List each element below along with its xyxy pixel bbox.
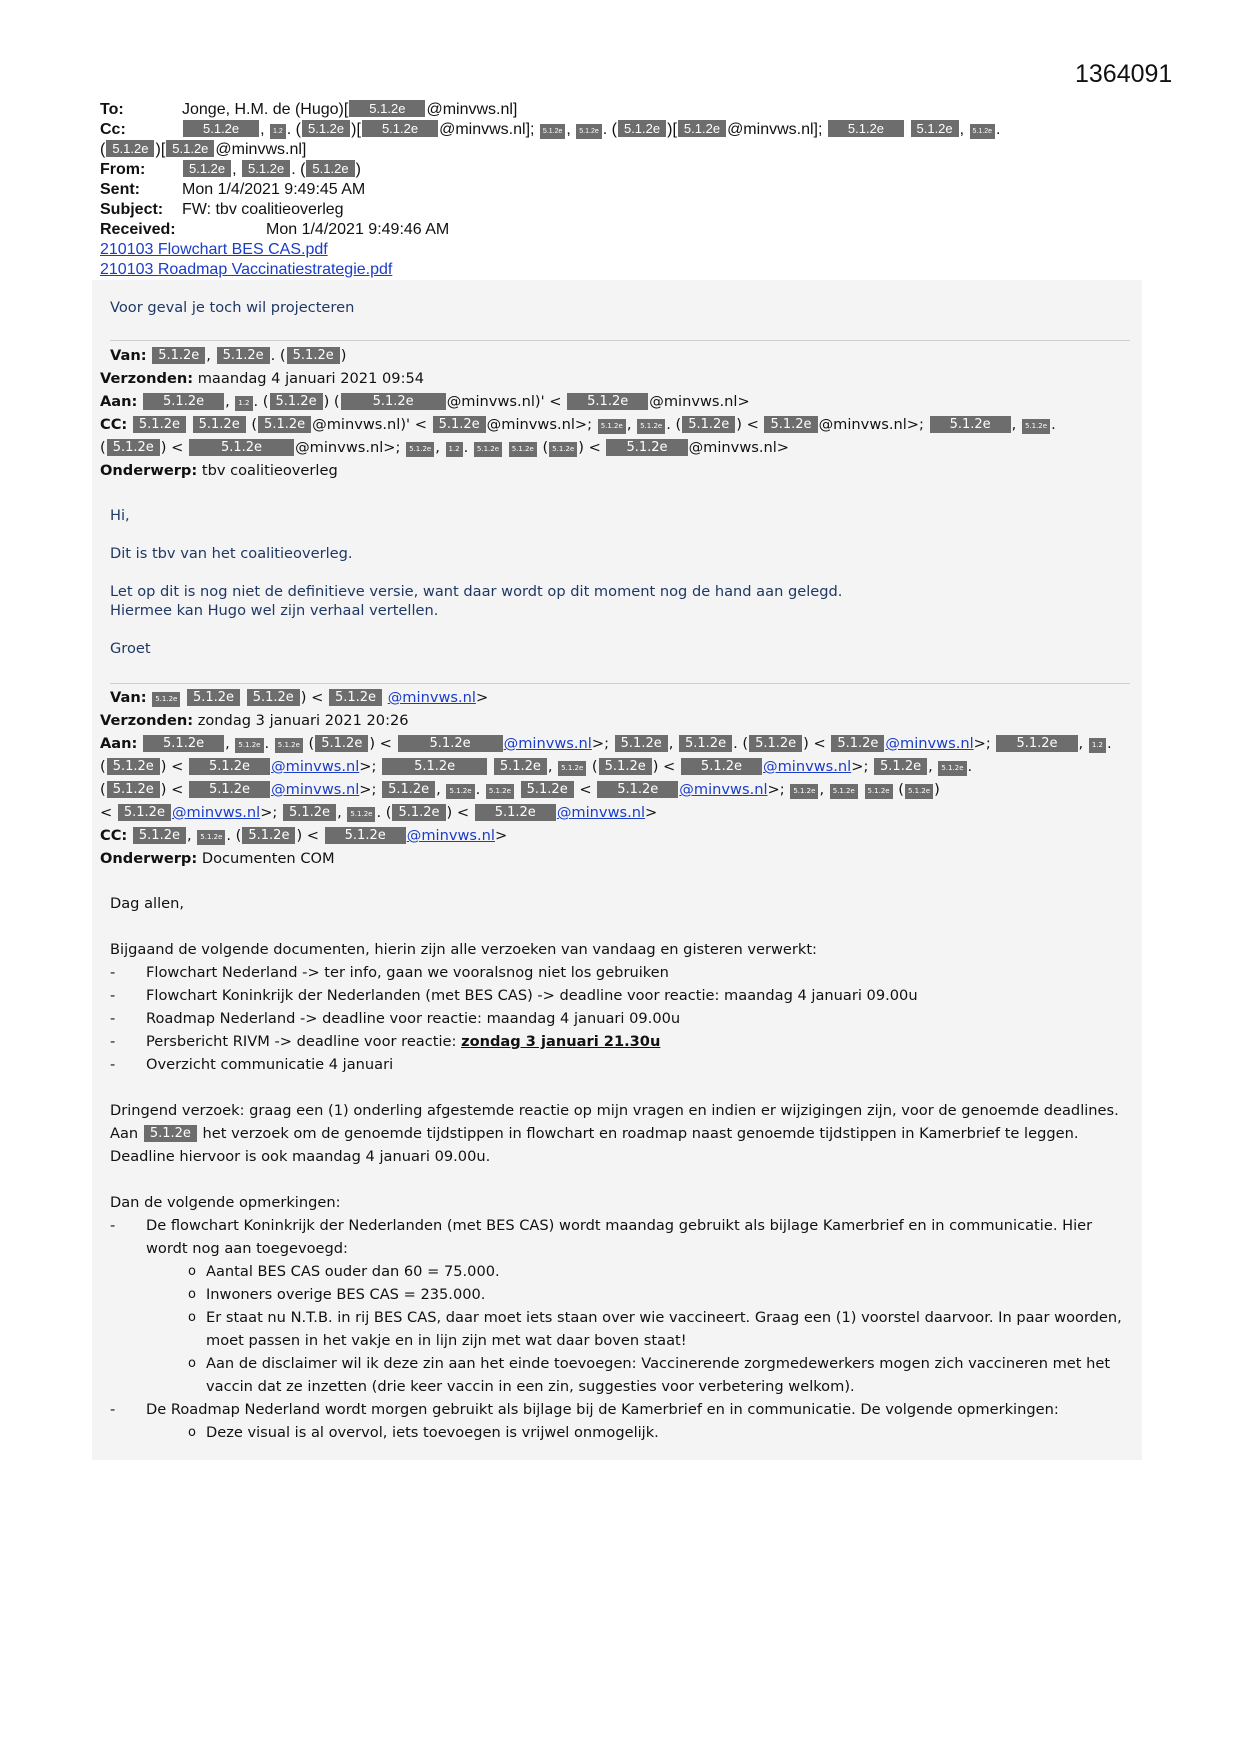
msg2-aan-row-2: ( 5.1.2e ) < 5.1.2e @minvws.nl>; 5.1.2e 5.1.2e , 5.1.2e ( 5.1.2e ) < 5.1.2e @minvws.nl>; 5.1.2e , 5.1.2e . <box>100 758 973 775</box>
redaction: 5.1.2e <box>615 735 668 752</box>
msg2-cc-row: CC: 5.1.2e , 5.1.2e . ( 5.1.2e ) < 5.1.2e @minvws.nl> <box>100 827 508 844</box>
msg1-header <box>100 344 1140 482</box>
redaction: 5.1.2e <box>682 416 735 433</box>
redaction: 5.1.2e <box>509 442 537 457</box>
document-number: 1364091 <box>1075 60 1173 88</box>
document-list <box>110 961 1130 1076</box>
redaction: 5.1.2e <box>831 735 884 752</box>
redaction: 5.1.2e <box>905 784 933 799</box>
msg2-verzonden-row: Verzonden: zondag 3 januari 2021 20:26 <box>100 712 409 729</box>
redaction: 5.1.2e <box>749 735 802 752</box>
sub-item: o Deze visual is al overvol, iets toevoegen is vrijwel onmogelijk. <box>188 1421 1130 1444</box>
cc-label: Cc: <box>100 121 126 138</box>
redaction: 5.1.2e <box>341 393 446 410</box>
attachment-row <box>100 260 1140 280</box>
sub-item: o Aan de disclaimer wil ik deze zin aan het einde toevoegen: Vaccinerende zorgmedewerkers mogen zich vaccineren met het vaccin dat ze inzetten (drie keer vaccin in een zin, suggesties voor verbetering welkom). <box>188 1352 1130 1398</box>
to-domain: @minvws.nl] <box>426 101 518 118</box>
redaction: 5.1.2e <box>217 347 270 364</box>
email-header <box>100 100 1140 280</box>
redaction: 5.1.2e <box>433 416 486 433</box>
email-link[interactable]: @minvws.nl <box>171 804 261 821</box>
redaction: 5.1.2e <box>306 160 354 177</box>
redaction: 5.1.2e <box>152 347 205 364</box>
sub-list <box>146 1260 1130 1398</box>
redaction: 5.1.2e <box>258 416 311 433</box>
list-item: - Flowchart Nederland -> ter info, gaan we vooralsnog niet los gebruiken <box>110 961 1130 984</box>
redaction: 5.1.2e <box>637 419 665 434</box>
msg1-body <box>110 506 1150 658</box>
redaction: 5.1.2e <box>283 804 336 821</box>
redaction: 5.1.2e <box>325 827 406 844</box>
msg2-body <box>110 892 1130 1444</box>
email-link[interactable]: @minvws.nl <box>885 735 974 752</box>
redaction: 5.1.2e <box>118 804 171 821</box>
redaction: 5.1.2e <box>189 758 270 775</box>
redaction: 5.1.2e <box>679 735 732 752</box>
msg1-verzonden-row: Verzonden: maandag 4 januari 2021 09:54 <box>100 370 425 387</box>
redaction: 5.1.2e <box>567 393 648 410</box>
to-row <box>100 100 1140 120</box>
redaction: 5.1.2e <box>678 120 726 137</box>
msg2-aan-row: Aan: 5.1.2e , 5.1.2e . 5.1.2e ( 5.1.2e ) < 5.1.2e @minvws.nl>; 5.1.2e , 5.1.2e . ( 5.1.2e ) < 5.1.2e @minvws.nl>; 5.1.2e , 1.2 . <box>100 735 1112 752</box>
redaction: 5.1.2e <box>828 120 904 137</box>
intro-text: Voor geval je toch wil projecteren <box>110 299 355 316</box>
list-item: - Persbericht RIVM -> deadline voor reactie: zondag 3 januari 21.30u <box>110 1030 1130 1053</box>
redaction: 5.1.2e <box>865 784 893 799</box>
redaction: 5.1.2e <box>475 804 556 821</box>
redaction: 5.1.2e <box>406 442 434 457</box>
redaction: 5.1.2e <box>1022 419 1050 434</box>
msg1-line: Hi, <box>110 507 130 524</box>
msg1-line: Dit is tbv van het coalitieoverleg. <box>110 545 353 562</box>
redaction: 5.1.2e <box>349 100 425 117</box>
msg1-van-row: Van: 5.1.2e , 5.1.2e . ( 5.1.2e ) <box>110 347 347 364</box>
msg1-cc-row: CC: 5.1.2e 5.1.2e ( 5.1.2e @minvws.nl)' < 5.1.2e @minvws.nl>; 5.1.2e , 5.1.2e . ( 5.1.2e ) < 5.1.2e @minvws.nl>; 5.1.2e , 5.1.2e . <box>100 416 1056 433</box>
redaction: 5.1.2e <box>790 784 818 799</box>
redaction: 5.1.2e <box>183 120 259 137</box>
redaction: 5.1.2e <box>166 140 214 157</box>
separator <box>110 683 1130 684</box>
email-link[interactable]: @minvws.nl <box>503 735 592 752</box>
redaction: 5.1.2e <box>830 784 858 799</box>
redaction: 5.1.2e <box>597 781 678 798</box>
redaction: 5.1.2e <box>189 439 294 456</box>
redaction: 5.1.2e <box>133 416 186 433</box>
received-label: Received: <box>100 221 176 238</box>
redaction: 5.1.2e <box>107 781 160 798</box>
redaction: 5.1.2e <box>362 120 438 137</box>
redaction: 5.1.2e <box>247 689 300 706</box>
list-item: - Roadmap Nederland -> deadline voor reactie: maandag 4 januari 09.00u <box>110 1007 1130 1030</box>
cc-row: Cc: 5.1.2e , 1.2 . ( 5.1.2e )[ 5.1.2e @minvws.nl]; 5.1.2e , 5.1.2e . ( 5.1.2e )[ 5.1.2e @minvws.nl]; 5.1.2e 5.1.2e , 5.1.2e . <box>100 121 1001 138</box>
redaction: 5.1.2e <box>938 761 966 776</box>
cc-row-2: ( 5.1.2e )[ 5.1.2e @minvws.nl] <box>100 141 307 158</box>
greeting: Dag allen, <box>110 895 185 912</box>
redaction: 5.1.2e <box>606 439 687 456</box>
redaction: 5.1.2e <box>107 439 160 456</box>
redaction: 1.2 <box>446 442 463 457</box>
redaction: 5.1.2e <box>315 735 368 752</box>
msg1-line: Groet <box>110 640 151 657</box>
msg2-header <box>100 686 1140 870</box>
email-link[interactable]: @minvws.nl <box>556 804 646 821</box>
msg1-cc-row-2: ( 5.1.2e ) < 5.1.2e @minvws.nl>; 5.1.2e , 1.2 . 5.1.2e 5.1.2e ( 5.1.2e ) < 5.1.2e @minvws.nl> <box>100 439 790 456</box>
sub-item: o Er staat nu N.T.B. in rij BES CAS, daar moet iets staan over wie vaccineert. Graag een (1) voorstel daarvoor. In paar woorden, moet passen in het vakje en in lijn zijn met wat daar boven staat! <box>188 1306 1130 1352</box>
redaction: 5.1.2e <box>618 120 666 137</box>
redaction: 5.1.2e <box>521 781 574 798</box>
redaction: 5.1.2e <box>486 784 514 799</box>
redaction: 5.1.2e <box>599 758 652 775</box>
msg2-aan-row-3: ( 5.1.2e ) < 5.1.2e @minvws.nl>; 5.1.2e , 5.1.2e . 5.1.2e 5.1.2e < 5.1.2e @minvws.nl>; 5.1.2e , 5.1.2e 5.1.2e ( 5.1.2e ) <box>100 781 940 798</box>
redaction: 5.1.2e <box>302 120 350 137</box>
subject-label: Subject: <box>100 201 164 218</box>
redaction: 5.1.2e <box>347 807 375 822</box>
redaction: 5.1.2e <box>392 804 445 821</box>
redaction: 5.1.2e <box>183 160 231 177</box>
redaction: 5.1.2e <box>970 124 995 139</box>
sent-row <box>100 180 1140 200</box>
list-item: - De flowchart Koninkrijk der Nederlanden (met BES CAS) wordt maandag gebruikt als bijlage Kamerbrief en in communicatie. Hier wordt nog aan toegevoegd: o Aantal BES CAS ouder dan 60 = 75.000. o Inwoners overige BES CAS = 235.000. o Er staat nu N.T.B. in rij BES CAS, daar moet iets staan over wie vaccineert. Graag een (1) voorstel daarvoor. In paar woorden, moet passen in het vakje en in lijn zijn met wat daar boven staat! o Aan de disclaimer wil ik deze zin aan het einde toevoegen: Vaccinerende zorgmedewerkers mogen zich vaccineren met het vaccin dat ze inzetten (drie keer vaccin in een zin, suggesties voor verbetering welkom). <box>110 1214 1130 1398</box>
redaction: 5.1.2e <box>152 692 180 707</box>
msg1-aan-row: Aan: 5.1.2e , 1.2 . ( 5.1.2e ) ( 5.1.2e @minvws.nl)' < 5.1.2e @minvws.nl> <box>100 393 750 410</box>
redaction: 5.1.2e <box>189 781 270 798</box>
redaction: 5.1.2e <box>549 442 577 457</box>
cc-domain: @minvws.nl]; <box>439 121 535 138</box>
sub-item: o Aantal BES CAS ouder dan 60 = 75.000. <box>188 1260 1130 1283</box>
to-label: To: <box>100 101 124 118</box>
list-item: - Overzicht communicatie 4 januari <box>110 1053 1130 1076</box>
redaction: 1.2 <box>1089 738 1106 753</box>
redaction: 5.1.2e <box>187 689 240 706</box>
redaction: 5.1.2e <box>398 735 503 752</box>
sent-label: Sent: <box>100 181 140 198</box>
redaction: 5.1.2e <box>242 160 290 177</box>
attachment-row <box>100 240 1140 260</box>
msg1-line: Hiermee kan Hugo wel zijn verhaal vertellen. <box>110 602 439 619</box>
msg1-onderwerp-row: Onderwerp: tbv coalitieoverleg <box>100 462 338 479</box>
redaction: 5.1.2e <box>540 124 565 139</box>
redaction: 5.1.2e <box>558 761 586 776</box>
received-value: Mon 1/4/2021 9:49:46 AM <box>266 221 450 238</box>
cc-domain: @minvws.nl]; <box>727 121 823 138</box>
redaction: 5.1.2e <box>197 830 225 845</box>
redaction: 5.1.2e <box>930 416 1011 433</box>
msg1-line: Let op dit is nog niet de definitieve versie, want daar wordt op dit moment nog de hand aan gelegd. <box>110 583 843 600</box>
cc-domain: @minvws.nl] <box>215 141 307 158</box>
redaction: 5.1.2e <box>275 738 303 753</box>
email-link[interactable]: @minvws.nl <box>387 689 476 706</box>
email-link[interactable]: @minvws.nl <box>406 827 495 844</box>
from-row: From: 5.1.2e , 5.1.2e . ( 5.1.2e ) <box>100 161 361 178</box>
separator <box>110 340 1130 341</box>
redaction: 5.1.2e <box>144 1125 197 1142</box>
redaction: 5.1.2e <box>576 124 601 139</box>
redaction: 5.1.2e <box>681 758 762 775</box>
from-label: From: <box>100 161 146 178</box>
redaction: 5.1.2e <box>494 758 547 775</box>
subject-row <box>100 200 1140 220</box>
redaction: 5.1.2e <box>287 347 340 364</box>
redaction: 5.1.2e <box>996 735 1077 752</box>
email-link[interactable]: @minvws.nl <box>271 758 360 775</box>
remarks-intro: Dan de volgende opmerkingen: <box>110 1194 341 1211</box>
list-item: - Flowchart Koninkrijk der Nederlanden (met BES CAS) -> deadline voor reactie: maandag 4 januari 09.00u <box>110 984 1130 1007</box>
received-row <box>100 220 1140 240</box>
attachment-link[interactable]: 210103 Roadmap Vaccinatiestrategie.pdf <box>100 261 393 278</box>
email-link[interactable]: @minvws.nl <box>271 781 360 798</box>
doc-intro: Bijgaand de volgende documenten, hierin zijn alle verzoeken van vandaag en gisteren verwerkt: <box>110 941 817 958</box>
email-link[interactable]: @minvws.nl <box>679 781 768 798</box>
redaction: 5.1.2e <box>474 442 502 457</box>
sent-value: Mon 1/4/2021 9:49:45 AM <box>182 181 366 198</box>
redaction: 5.1.2e <box>764 416 817 433</box>
msg2-onderwerp-row: Onderwerp: Documenten COM <box>100 850 335 867</box>
redaction: 5.1.2e <box>143 393 224 410</box>
redaction: 5.1.2e <box>329 689 382 706</box>
email-link[interactable]: @minvws.nl <box>763 758 852 775</box>
redaction: 5.1.2e <box>193 416 246 433</box>
sub-item: o Inwoners overige BES CAS = 235.000. <box>188 1283 1130 1306</box>
redaction: 5.1.2e <box>106 140 154 157</box>
redaction: 5.1.2e <box>133 827 186 844</box>
redaction: 5.1.2e <box>911 120 959 137</box>
subject-value: FW: tbv coalitieoverleg <box>182 201 344 218</box>
to-name: Jonge, H.M. de (Hugo)[ <box>182 101 349 118</box>
redaction: 5.1.2e <box>446 784 474 799</box>
msg2-van-row: Van: 5.1.2e 5.1.2e 5.1.2e ) < 5.1.2e @minvws.nl> <box>110 689 489 706</box>
redaction: 1.2 <box>270 124 286 139</box>
redaction: 5.1.2e <box>235 738 263 753</box>
redaction: 5.1.2e <box>270 393 323 410</box>
redaction: 5.1.2e <box>107 758 160 775</box>
sub-list <box>146 1421 1130 1444</box>
remarks-list <box>110 1214 1130 1444</box>
rivm-deadline: zondag 3 januari 21.30u <box>461 1033 661 1050</box>
msg2-aan-row-4: < 5.1.2e @minvws.nl>; 5.1.2e , 5.1.2e . ( 5.1.2e ) < 5.1.2e @minvws.nl> <box>100 804 658 821</box>
redaction: 5.1.2e <box>382 781 435 798</box>
redaction: 1.2 <box>235 396 252 411</box>
redaction: 5.1.2e <box>242 827 295 844</box>
redaction: 5.1.2e <box>382 758 487 775</box>
redaction: 5.1.2e <box>143 735 224 752</box>
list-item: - De Roadmap Nederland wordt morgen gebruikt als bijlage bij de Kamerbrief en in communicatie. De volgende opmerkingen: o Deze visual is al overvol, iets toevoegen is vrijwel onmogelijk. <box>110 1398 1130 1444</box>
urgent-request: Dringend verzoek: graag een (1) onderling afgestemde reactie op mijn vragen en indien er wijzigingen zijn, voor de genoemde deadlines. Aan 5.1.2e het verzoek om de genoemde tijdstippen in flowchart en roadmap naast genoemde tijdstippen in Kamerbrief te leggen. Deadline hiervoor is ook maandag 4 januari 09.00u. <box>110 1102 1119 1165</box>
attachment-link[interactable]: 210103 Flowchart BES CAS.pdf <box>100 241 328 258</box>
redaction: 5.1.2e <box>874 758 927 775</box>
redaction: 5.1.2e <box>598 419 626 434</box>
